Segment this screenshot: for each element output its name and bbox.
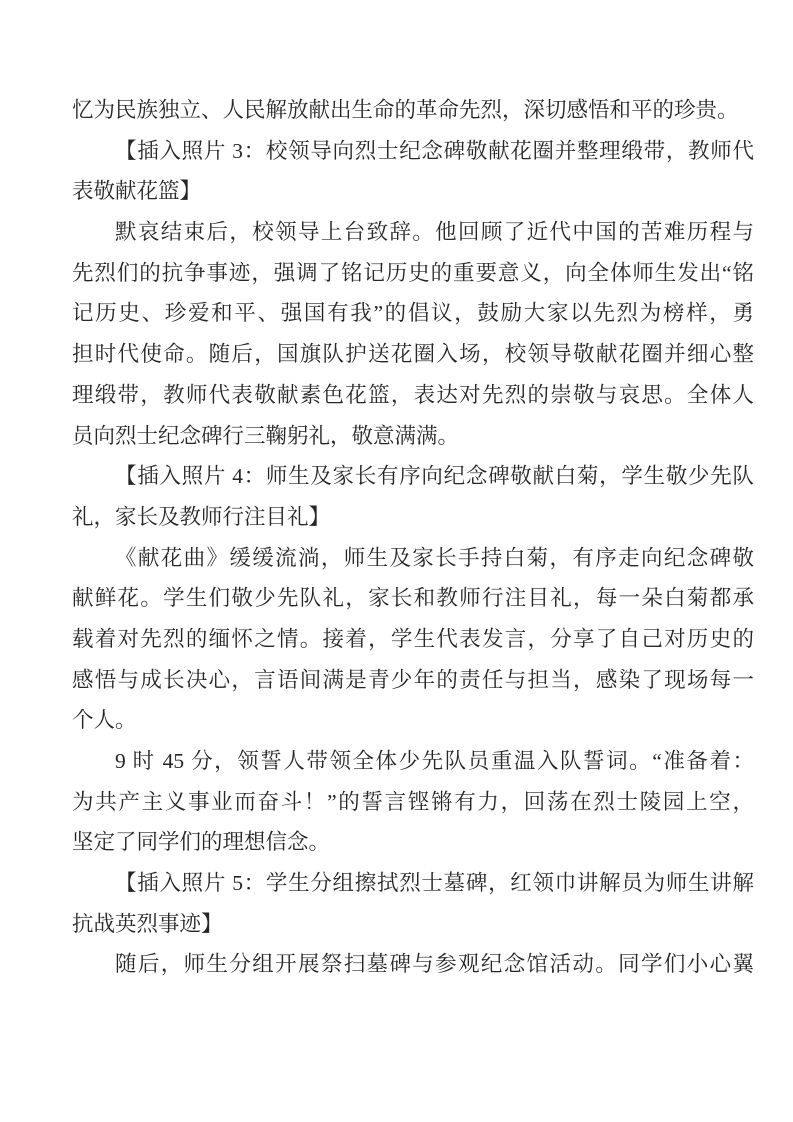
text-line: 先烈们的抗争事迹，强调了铭记历史的重要意义，向全体师生发出“铭 <box>72 260 754 285</box>
text-line: 理缎带，教师代表敬献素色花篮，表达对先烈的崇敬与哀思。全体人 <box>72 382 754 407</box>
text-line: 抗战英烈事迹】 <box>72 911 223 936</box>
text-line: 担时代使命。随后，国旗队护送花圈入场，校领导敬献花圈并细心整 <box>72 342 754 367</box>
text-line: 【插入照片 3：校领导向烈士纪念碑敬献花圈并整理缎带，教师代 <box>115 138 754 163</box>
text-line: 默哀结束后，校领导上台致辞。他回顾了近代中国的苦难历程与 <box>115 220 754 245</box>
text-line: 随后，师生分组开展祭扫墓碑与参观纪念馆活动。同学们小心翼 <box>115 952 754 977</box>
text-line: 表敬献花篮】 <box>72 179 202 204</box>
text-line: 《献花曲》缓缓流淌，师生及家长手持白菊，有序走向纪念碑敬 <box>115 545 754 570</box>
text-line: 献鲜花。学生们敬少先队礼，家长和教师行注目礼，每一朵白菊都承 <box>72 586 754 611</box>
text-line: 9 时 45 分，领誓人带领全体少先队员重温入队誓词。“准备着： <box>115 749 754 773</box>
text-line: 【插入照片 5：学生分组擦拭烈士墓碑，红领巾讲解员为师生讲解 <box>115 871 754 896</box>
text-area <box>72 90 754 985</box>
text-line: 载着对先烈的缅怀之情。接着，学生代表发言，分享了自己对历史的 <box>72 626 754 651</box>
text-line: 记历史、珍爱和平、强国有我”的倡议，鼓励大家以先烈为榜样，勇 <box>72 301 754 326</box>
text-line: 为共产主义事业而奋斗！”的誓言铿锵有力，回荡在烈士陵园上空， <box>72 789 754 814</box>
text-line: 员向烈士纪念碑行三鞠躬礼，敬意满满。 <box>72 423 460 448</box>
text-line: 忆为民族独立、人民解放献出生命的革命先烈，深切感悟和平的珍贵。 <box>72 98 739 122</box>
text-line: 个人。 <box>72 708 137 733</box>
text-line: 【插入照片 4：师生及家长有序向纪念碑敬献白菊，学生敬少先队 <box>115 464 754 489</box>
text-line: 感悟与成长决心，言语间满是青少年的责任与担当，感染了现场每一 <box>72 667 754 692</box>
text-line: 礼，家长及教师行注目礼】 <box>72 504 331 529</box>
text-line: 坚定了同学们的理想信念。 <box>72 830 331 855</box>
